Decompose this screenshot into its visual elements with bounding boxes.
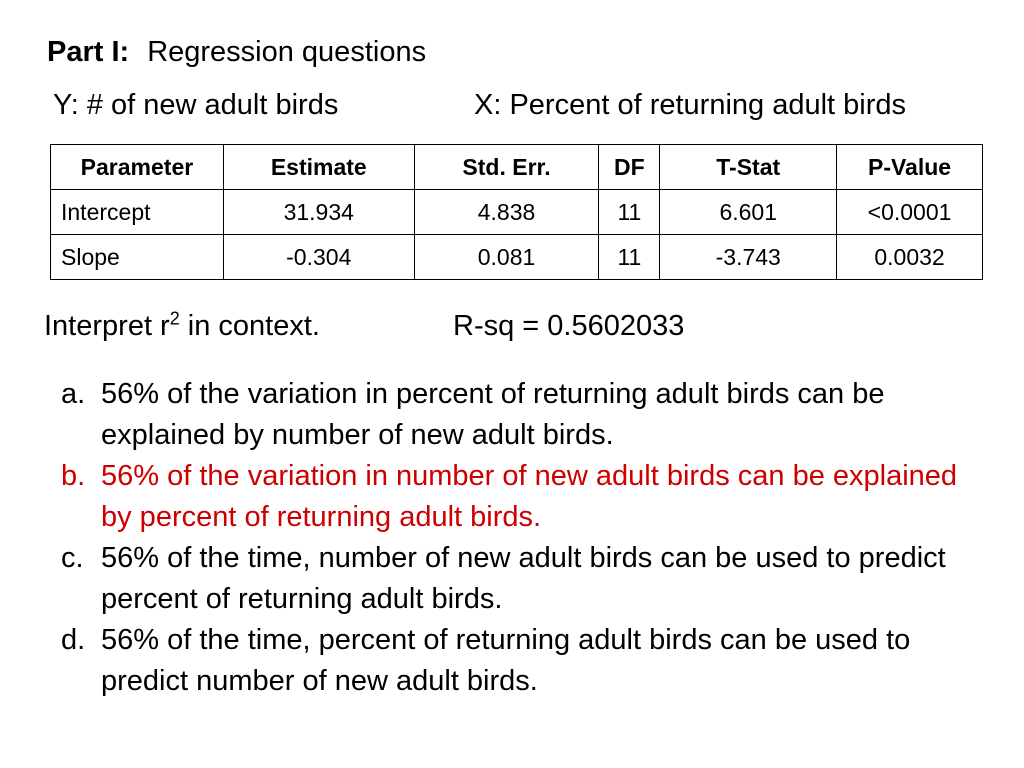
answer-option-c[interactable] xyxy=(61,538,961,620)
table-cell: 0.0032 xyxy=(837,235,983,280)
table-cell: 4.838 xyxy=(414,190,599,235)
table-cell: -0.304 xyxy=(223,235,414,280)
x-variable: X: Percent of returning adult birds xyxy=(474,89,907,121)
header-p-value: P-Value xyxy=(837,145,983,190)
option-text: 56% of the variation in number of new adult birds can be explained by percent of returning adult birds. xyxy=(101,460,958,533)
y-variable: Y: # of new adult birds xyxy=(53,89,339,121)
header-t-stat: T-Stat xyxy=(660,145,837,190)
table-row xyxy=(51,190,983,235)
option-text: 56% of the time, percent of returning adult birds can be used to predict number of new adult birds. xyxy=(101,624,911,697)
table-header-row xyxy=(51,145,983,190)
question-superscript: 2 xyxy=(169,308,180,329)
option-text: 56% of the variation in percent of returning adult birds can be explained by number of new adult birds. xyxy=(101,378,885,451)
table-cell: <0.0001 xyxy=(837,190,983,235)
table-row xyxy=(51,235,983,280)
part-label: Part I: xyxy=(47,36,130,68)
option-letter: b. xyxy=(61,460,86,492)
table-cell: 11 xyxy=(599,235,660,280)
option-text: 56% of the time, number of new adult birds can be used to predict percent of returning adult birds. xyxy=(101,542,946,615)
table-cell: Slope xyxy=(51,235,224,280)
question-prompt xyxy=(44,307,320,345)
option-letter: a. xyxy=(61,378,86,410)
page-title xyxy=(47,33,426,71)
option-letter: c. xyxy=(61,542,84,574)
r-squared-value: R-sq = 0.5602033 xyxy=(453,310,685,342)
table-cell: 11 xyxy=(599,190,660,235)
table-cell: Intercept xyxy=(51,190,224,235)
question-suffix: in context. xyxy=(179,310,320,342)
table-cell: 0.081 xyxy=(414,235,599,280)
option-letter: d. xyxy=(61,624,86,656)
answer-option-a[interactable] xyxy=(61,374,961,456)
table-cell: -3.743 xyxy=(660,235,837,280)
answer-option-b[interactable] xyxy=(61,456,961,538)
header-estimate: Estimate xyxy=(223,145,414,190)
table-cell: 6.601 xyxy=(660,190,837,235)
table-cell: 31.934 xyxy=(223,190,414,235)
question-prefix: Interpret r xyxy=(44,310,170,342)
header-std-err: Std. Err. xyxy=(414,145,599,190)
regression-table xyxy=(50,144,983,280)
answer-options xyxy=(61,374,961,702)
header-df: DF xyxy=(599,145,660,190)
part-title: Regression questions xyxy=(147,36,427,68)
answer-option-d[interactable] xyxy=(61,620,961,702)
header-parameter: Parameter xyxy=(51,145,224,190)
